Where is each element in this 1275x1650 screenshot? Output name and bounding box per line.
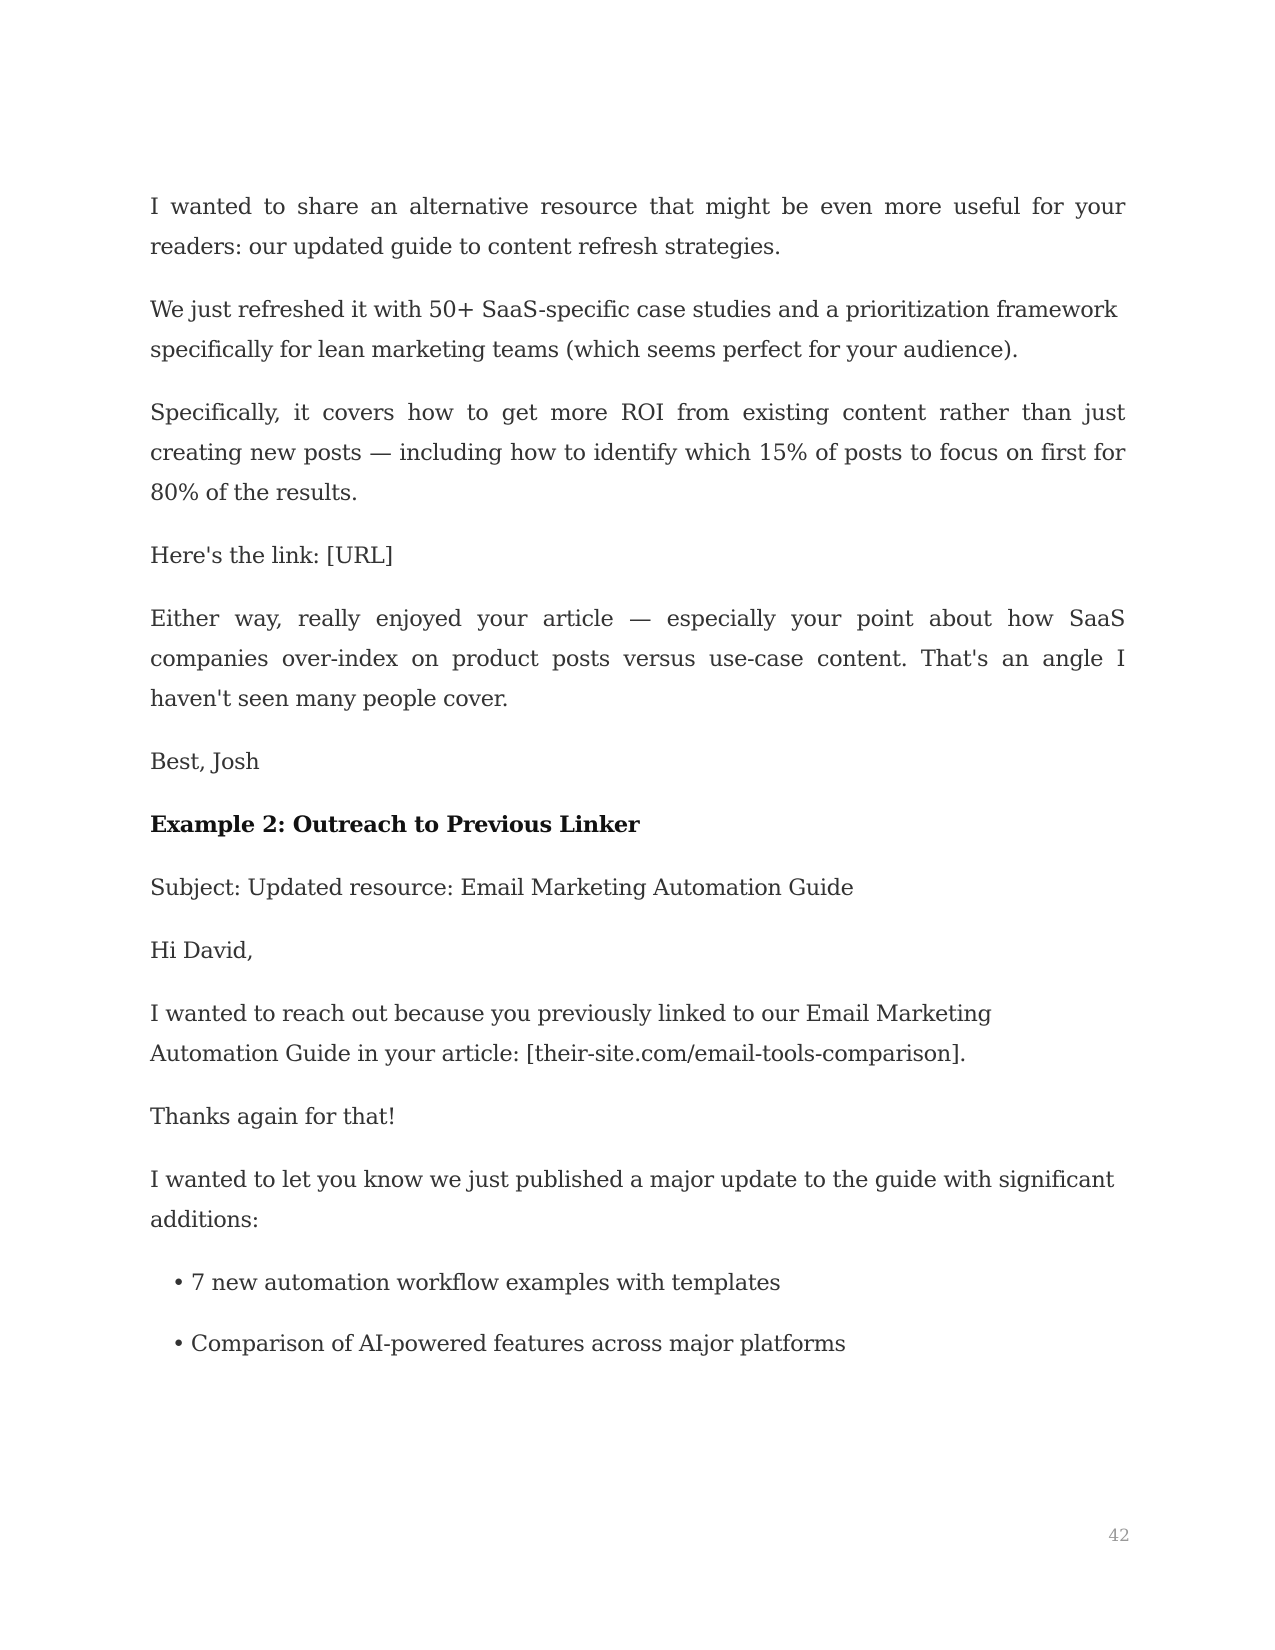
signature: Best, Josh: [150, 749, 260, 775]
section-heading: Example 2: Outreach to Previous Linker: [150, 812, 640, 838]
list-item: [172, 1263, 1125, 1303]
additions-list: [150, 1263, 1125, 1364]
paragraph-previous-link: I wanted to reach out because you previously linked to our Email Marketing Automation Guide in your article: [their-site.com/email-tools-comparison].: [150, 1001, 992, 1067]
paragraph-roi-coverage: Specifically, it covers how to get more ROI from existing content rather than just creating new posts — including how to identify which 15% of posts to focus on first for 80% of the results.: [150, 400, 1125, 506]
paragraph-major-update: I wanted to let you know we just published a major update to the guide with significant additions:: [150, 1167, 1114, 1233]
paragraph-thanks: Thanks again for that!: [150, 1104, 396, 1130]
paragraph-refreshed-case-studies: We just refreshed it with 50+ SaaS-specific case studies and a prioritization framework specifically for lean marketing teams (which seems perfect for your audience).: [150, 297, 1118, 363]
email-subject: Subject: Updated resource: Email Marketing Automation Guide: [150, 875, 854, 901]
paragraph-alternative-resource: I wanted to share an alternative resource that might be even more useful for your readers: our updated guide to content refresh strategies.: [150, 194, 1125, 260]
paragraph-link: Here's the link: [URL]: [150, 543, 393, 569]
list-item-text: 7 new automation workflow examples with templates: [190, 1270, 781, 1296]
list-item-text: Comparison of AI-powered features across major platforms: [190, 1331, 846, 1357]
email-greeting: Hi David,: [150, 938, 254, 964]
document-page: [150, 187, 1125, 1385]
bullet-icon: •: [172, 1331, 185, 1357]
paragraph-enjoyed-article: Either way, really enjoyed your article — especially your point about how SaaS companies over-index on product posts versus use-case content. That's an angle I haven't seen many people cover.: [150, 606, 1125, 712]
list-item: [172, 1324, 1125, 1364]
page-number: 42: [1108, 1526, 1130, 1546]
bullet-icon: •: [172, 1270, 185, 1296]
